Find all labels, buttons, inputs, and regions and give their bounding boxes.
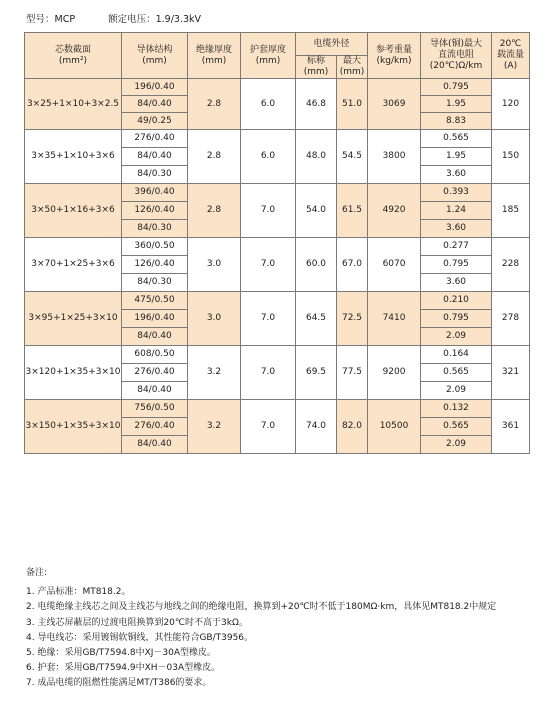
table-row <box>25 130 530 148</box>
resistance-cell: 0.565 <box>421 418 492 436</box>
table-row <box>25 238 530 256</box>
weight-cell: 10500 <box>368 400 421 454</box>
resistance-cell: 0.565 <box>421 364 492 382</box>
weight-cell: 9200 <box>368 346 421 400</box>
insulation-cell: 2.8 <box>188 184 241 238</box>
conductor-cell: 49/0.25 <box>122 113 188 130</box>
note-item: 6. 护套：采用GB/T7594.9中XH－03A型橡皮。 <box>26 663 221 674</box>
col-nominal: 标称 (mm) <box>296 56 337 79</box>
conductor-cell: 756/0.50 <box>122 400 188 418</box>
spec-cell: 3×35+1×10+3×6 <box>25 130 122 184</box>
conductor-cell: 196/0.40 <box>122 79 188 96</box>
nominal-cell: 60.0 <box>296 238 337 292</box>
note-item: 7. 成品电缆的阻燃性能满足MT/T386的要求。 <box>26 678 212 689</box>
conductor-cell: 126/0.40 <box>122 256 188 274</box>
col-outer-diameter: 电缆外径 <box>296 33 368 56</box>
insulation-cell: 3.2 <box>188 400 241 454</box>
note-item: 3. 主线芯屏蔽层的过渡电阻换算到20℃时不高于3kΩ。 <box>26 617 248 628</box>
max-cell: 54.5 <box>337 130 368 184</box>
col-weight: 参考重量 (kg/km) <box>368 33 421 79</box>
insulation-cell: 2.8 <box>188 79 241 130</box>
weight-cell: 4920 <box>368 184 421 238</box>
spec-cell: 3×150+1×35+3×10 <box>25 400 122 454</box>
current-cell: 185 <box>492 184 530 238</box>
sheath-cell: 6.0 <box>241 79 296 130</box>
col-max: 最大 (mm) <box>337 56 368 79</box>
max-cell: 82.0 <box>337 400 368 454</box>
spec-table <box>24 32 530 454</box>
nominal-cell: 46.8 <box>296 79 337 130</box>
conductor-cell: 608/0.50 <box>122 346 188 364</box>
weight-cell: 3069 <box>368 79 421 130</box>
spec-cell: 3×95+1×25+3×10 <box>25 292 122 346</box>
conductor-cell: 360/0.50 <box>122 238 188 256</box>
resistance-cell: 1.24 <box>421 202 492 220</box>
sheath-cell: 7.0 <box>241 238 296 292</box>
current-cell: 278 <box>492 292 530 346</box>
conductor-cell: 276/0.40 <box>122 364 188 382</box>
insulation-cell: 3.2 <box>188 346 241 400</box>
conductor-cell: 126/0.40 <box>122 202 188 220</box>
col-core-section: 芯数截面 (mm²) <box>25 33 122 79</box>
table-row <box>25 79 530 96</box>
table-row <box>25 346 530 364</box>
resistance-cell: 8.83 <box>421 113 492 130</box>
nominal-cell: 64.5 <box>296 292 337 346</box>
notes <box>26 566 496 692</box>
max-cell: 61.5 <box>337 184 368 238</box>
max-cell: 51.0 <box>337 79 368 130</box>
current-cell: 321 <box>492 346 530 400</box>
current-cell: 361 <box>492 400 530 454</box>
resistance-cell: 3.60 <box>421 220 492 238</box>
spec-cell: 3×50+1×16+3×6 <box>25 184 122 238</box>
conductor-cell: 475/0.50 <box>122 292 188 310</box>
col-resistance: 导体(铜)最大 直流电阻 (20℃)Ω/km <box>421 33 492 79</box>
notes-title: 备注: <box>26 568 48 578</box>
nominal-cell: 74.0 <box>296 400 337 454</box>
resistance-cell: 0.393 <box>421 184 492 202</box>
current-cell: 150 <box>492 130 530 184</box>
model-label: 型号：MCP <box>26 14 76 25</box>
sheath-cell: 7.0 <box>241 400 296 454</box>
resistance-cell: 1.95 <box>421 96 492 113</box>
current-cell: 228 <box>492 238 530 292</box>
weight-cell: 3800 <box>368 130 421 184</box>
insulation-cell: 3.0 <box>188 238 241 292</box>
sheath-cell: 6.0 <box>241 130 296 184</box>
col-current: 20℃ 载流量 (A) <box>492 33 530 79</box>
conductor-cell: 84/0.40 <box>122 148 188 166</box>
max-cell: 67.0 <box>337 238 368 292</box>
resistance-cell: 1.95 <box>421 148 492 166</box>
resistance-cell: 3.60 <box>421 274 492 292</box>
voltage-label: 额定电压：1.9/3.3kV <box>108 14 202 25</box>
conductor-cell: 84/0.30 <box>122 220 188 238</box>
conductor-cell: 84/0.30 <box>122 274 188 292</box>
resistance-cell: 0.795 <box>421 256 492 274</box>
note-item: 5. 绝缘：采用GB/T7594.8中XJ－30A型橡皮。 <box>26 648 217 659</box>
spec-cell: 3×70+1×25+3×6 <box>25 238 122 292</box>
sheath-cell: 7.0 <box>241 184 296 238</box>
weight-cell: 7410 <box>368 292 421 346</box>
max-cell: 72.5 <box>337 292 368 346</box>
col-insulation: 绝缘厚度 (mm) <box>188 33 241 79</box>
spec-cell: 3×120+1×35+3×10 <box>25 346 122 400</box>
nominal-cell: 48.0 <box>296 130 337 184</box>
resistance-cell: 0.565 <box>421 130 492 148</box>
current-cell: 120 <box>492 79 530 130</box>
resistance-cell: 0.277 <box>421 238 492 256</box>
resistance-cell: 0.795 <box>421 310 492 328</box>
conductor-cell: 276/0.40 <box>122 418 188 436</box>
resistance-cell: 2.09 <box>421 436 492 454</box>
sheath-cell: 7.0 <box>241 292 296 346</box>
conductor-cell: 84/0.40 <box>122 382 188 400</box>
col-conductor: 导体结构 (mm) <box>122 33 188 79</box>
resistance-cell: 0.210 <box>421 292 492 310</box>
resistance-cell: 2.09 <box>421 382 492 400</box>
table-row <box>25 184 530 202</box>
nominal-cell: 54.0 <box>296 184 337 238</box>
col-sheath: 护套厚度 (mm) <box>241 33 296 79</box>
resistance-cell: 3.60 <box>421 166 492 184</box>
resistance-cell: 0.164 <box>421 346 492 364</box>
note-item: 4. 导电线芯：采用镀锡软铜线，其性能符合GB/T3956。 <box>26 632 254 643</box>
nominal-cell: 69.5 <box>296 346 337 400</box>
table-row <box>25 400 530 418</box>
conductor-cell: 196/0.40 <box>122 310 188 328</box>
conductor-cell: 276/0.40 <box>122 130 188 148</box>
sheath-cell: 7.0 <box>241 346 296 400</box>
note-item: 1. 产品标准：MT818.2。 <box>26 587 131 598</box>
conductor-cell: 84/0.40 <box>122 436 188 454</box>
resistance-cell: 2.09 <box>421 328 492 346</box>
weight-cell: 6070 <box>368 238 421 292</box>
insulation-cell: 3.0 <box>188 292 241 346</box>
header <box>26 11 231 25</box>
conductor-cell: 84/0.40 <box>122 328 188 346</box>
max-cell: 77.5 <box>337 346 368 400</box>
conductor-cell: 84/0.30 <box>122 166 188 184</box>
conductor-cell: 84/0.40 <box>122 96 188 113</box>
conductor-cell: 396/0.40 <box>122 184 188 202</box>
note-item: 2. 电缆绝缘主线芯之间及主线芯与地线之间的绝缘电阻，换算到+20℃时不低于180MΩ·km，具体见MT818.2中规定 <box>26 602 497 613</box>
resistance-cell: 0.795 <box>421 79 492 96</box>
table-row <box>25 292 530 310</box>
insulation-cell: 2.8 <box>188 130 241 184</box>
spec-cell: 3×25+1×10+3×2.5 <box>25 79 122 130</box>
resistance-cell: 0.132 <box>421 400 492 418</box>
